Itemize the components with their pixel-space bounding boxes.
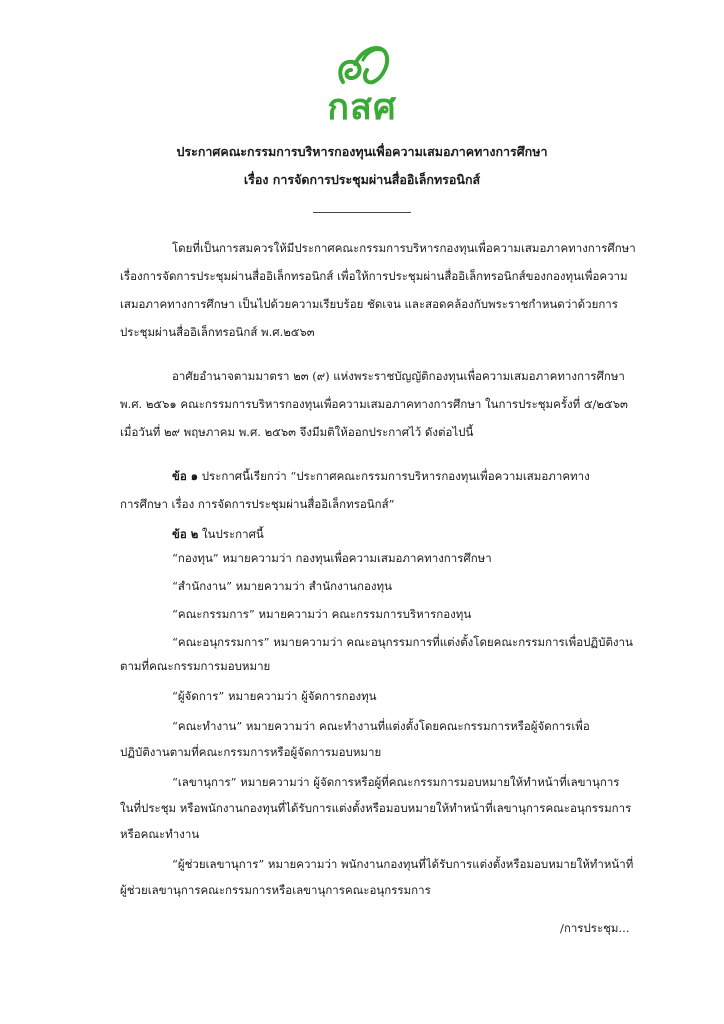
title-divider xyxy=(313,212,411,213)
definition-continuation: หรือคณะทำงาน xyxy=(120,827,200,841)
definition-continuation: ในที่ประชุม หรือพนักงานกองทุนที่ได้รับการแต่งตั้งหรือมอบหมายให้ทำหน้าที่เลขานุการคณะอนุกรรมการ xyxy=(120,801,632,815)
definition-continuation: ผู้ช่วยเลขานุการคณะกรรมการหรือเลขานุการคณะอนุกรรมการ xyxy=(120,883,431,897)
clause-1-text: ประกาศนี้เรียกว่า “ประกาศคณะกรรมการบริหารกองทุนเพื่อความเสมอภาคทาง xyxy=(201,469,590,483)
definition-line: “คณะอนุกรรมการ” หมายความว่า คณะอนุกรรมการที่แต่งตั้งโดยคณะกรรมการเพื่อปฏิบัติงาน xyxy=(172,635,633,649)
organization-logo-text: กสศ xyxy=(327,87,397,128)
definition-continuation: ตามที่คณะกรรมการมอบหมาย xyxy=(120,659,271,673)
clause-1-label: ข้อ ๑ xyxy=(172,469,199,483)
definition-line: “สำนักงาน” หมายความว่า สำนักงานกองทุน xyxy=(172,579,392,593)
authority-line: เมื่อวันที่ ๒๙ พฤษภาคม พ.ศ. ๒๕๖๓ จึงมีมติให้ออกประกาศไว้ ดังต่อไปนี้ xyxy=(120,425,474,439)
authority-line: พ.ศ. ๒๕๖๑ คณะกรรมการบริหารกองทุนเพื่อความเสมอภาคทางการศึกษา ในการประชุมครั้งที่ ๕/๒๕๖๓ xyxy=(120,397,628,411)
clause-2-intro: ในประกาศนี้ xyxy=(202,527,264,541)
definition-line: “กองทุน” หมายความว่า กองทุนเพื่อความเสมอภาคทางการศึกษา xyxy=(172,551,492,565)
page-continuation: /การประชุม... xyxy=(560,921,630,935)
organization-logo-mark xyxy=(333,42,393,86)
announcement-title: ประกาศคณะกรรมการบริหารกองทุนเพื่อความเสมอภาคทางการศึกษา xyxy=(176,144,548,159)
preamble-line: เสมอภาคทางการศึกษา เป็นไปด้วยความเรียบร้อย ชัดเจน และสอดคล้องกับพระราชกำหนดว่าด้วยการ xyxy=(120,297,618,311)
preamble-line: โดยที่เป็นการสมควรให้มีประกาศคณะกรรมการบริหารกองทุนเพื่อความเสมอภาคทางการศึกษา xyxy=(172,241,636,255)
definition-line: “ผู้ช่วยเลขานุการ” หมายความว่า พนักงานกองทุนที่ได้รับการแต่งตั้งหรือมอบหมายให้ทำหน้าที่ xyxy=(172,857,634,871)
clause-2-label: ข้อ ๒ xyxy=(172,527,199,541)
authority-line: อาศัยอำนาจตามมาตรา ๒๓ (๙) แห่งพระราชบัญญัติกองทุนเพื่อความเสมอภาคทางการศึกษา xyxy=(172,369,625,383)
definition-continuation: ปฏิบัติงานตามที่คณะกรรมการหรือผู้จัดการมอบหมาย xyxy=(120,745,382,759)
preamble-line: เรื่องการจัดการประชุมผ่านสื่ออิเล็กทรอนิกส์ เพื่อให้การประชุมผ่านสื่ออิเล็กทรอนิกส์ของกองทุนเพื่อความ xyxy=(120,269,628,283)
announcement-subject: เรื่อง การจัดการประชุมผ่านสื่ออิเล็กทรอนิกส์ xyxy=(243,172,481,187)
definition-line: “คณะทำงาน” หมายความว่า คณะทำงานที่แต่งตั้งโดยคณะกรรมการหรือผู้จัดการเพื่อ xyxy=(172,719,590,733)
preamble-line: ประชุมผ่านสื่ออิเล็กทรอนิกส์ พ.ศ.๒๕๖๓ xyxy=(120,325,315,339)
definition-line: “เลขานุการ” หมายความว่า ผู้จัดการหรือผู้ที่คณะกรรมการมอบหมายให้ทำหน้าที่เลขานุการ xyxy=(172,775,620,789)
definition-line: “ผู้จัดการ” หมายความว่า ผู้จัดการกองทุน xyxy=(172,689,377,703)
clause-1-continuation: การศึกษา เรื่อง การจัดการประชุมผ่านสื่ออิเล็กทรอนิกส์” xyxy=(120,497,395,511)
clause-1 xyxy=(120,462,682,490)
definition-line: “คณะกรรมการ” หมายความว่า คณะกรรมการบริหารกองทุน xyxy=(172,607,472,621)
